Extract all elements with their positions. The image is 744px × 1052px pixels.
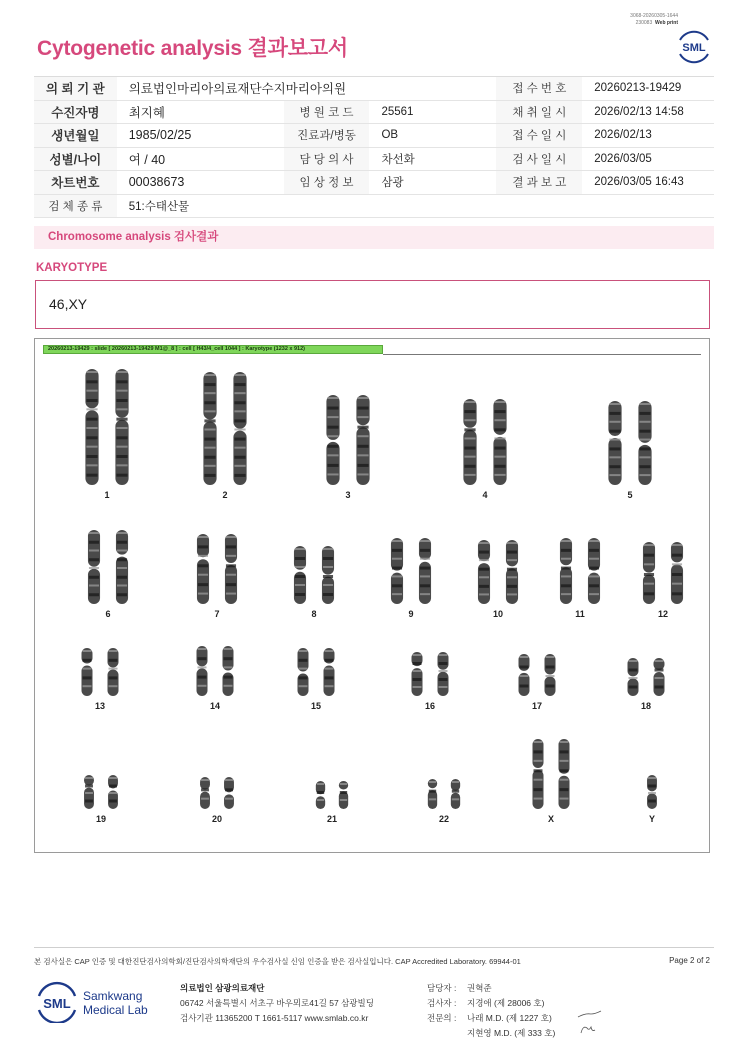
sex-age-label: 성별/나이 xyxy=(34,147,117,171)
chromosome-label: 1 xyxy=(104,490,110,500)
doctor-label: 담 당 의 사 xyxy=(284,147,370,171)
specimen-label: 검 체 종 류 xyxy=(34,194,117,218)
chromosome-label: 8 xyxy=(311,609,317,619)
hospital-code-label: 병 원 코 드 xyxy=(284,100,370,124)
collect-date-value: 2026/02/13 14:58 xyxy=(582,100,714,124)
chromosome-label: 5 xyxy=(627,490,633,500)
lab-contact: 검사기관 11365200 T 1661-5117 www.smlab.co.kr xyxy=(180,1013,369,1023)
patient-info-table xyxy=(34,76,714,218)
chromosome-pair-y xyxy=(629,774,675,810)
chromosome-label: 22 xyxy=(438,814,450,824)
karyotype-result: 46,XY xyxy=(35,280,710,329)
chromosome-pair-2 xyxy=(196,371,254,486)
karyotype-label: KARYOTYPE xyxy=(36,262,108,274)
chromosome-label: 14 xyxy=(209,701,221,711)
receipt-date-value: 2026/02/13 xyxy=(582,124,714,148)
chromosome-pair-12 xyxy=(636,541,690,605)
receipt-no-label: 접 수 번 호 xyxy=(496,77,582,101)
staff-row: 검사자 : 지경애 (제 28006 호) xyxy=(427,998,545,1008)
test-date-value: 2026/03/05 xyxy=(582,147,714,171)
table-row xyxy=(34,147,714,171)
chromosome-label: 6 xyxy=(105,609,111,619)
chromosome-label: 18 xyxy=(640,701,652,711)
chromosome-label: 17 xyxy=(531,701,543,711)
chromosome-label: 11 xyxy=(575,609,585,619)
doctor-value: 차선화 xyxy=(369,147,496,171)
document-code-line2: 230083 Web print xyxy=(635,19,678,26)
staff-row: 지현영 M.D. (제 333 호) xyxy=(467,1028,556,1038)
table-row xyxy=(34,171,714,195)
report-date-label: 결 과 보 고 xyxy=(496,171,582,195)
chromosome-label: 19 xyxy=(95,814,107,824)
chart-no-label: 차트번호 xyxy=(34,171,117,195)
chromosome-pair-4 xyxy=(456,398,514,486)
staff-row: 전문의 : 나래 M.D. (제 1227 호) xyxy=(427,1013,552,1023)
table-row xyxy=(34,124,714,148)
chromosome-label: 21 xyxy=(326,814,338,824)
lab-address-block xyxy=(180,981,374,1026)
chromosome-pair-18 xyxy=(621,657,671,697)
chromosome-pair-13 xyxy=(75,647,125,697)
chromosome-pair-5 xyxy=(601,400,659,486)
chromosome-label: Y xyxy=(648,814,656,824)
certification-note: 본 검사실은 CAP 인증 및 대한진단검사의학회/진단검사의학재단의 우수검사실 신임 인증을 받은 검사실입니다. CAP Accredited Laboratory. 69944-01 xyxy=(34,957,521,966)
chromosome-pair-15 xyxy=(291,647,341,697)
chromosome-label: 13 xyxy=(94,701,106,711)
lab-name-line1: Samkwang xyxy=(83,989,143,1003)
chromosome-label: 20 xyxy=(211,814,223,824)
table-row xyxy=(34,194,714,218)
chromosome-pair-1 xyxy=(78,368,136,486)
chromosome-pair-x xyxy=(526,738,576,810)
report-title: Cytogenetic analysis 결과보고서 xyxy=(37,37,348,60)
chromosome-label: 3 xyxy=(345,490,351,500)
test-date-label: 검 사 일 시 xyxy=(496,147,582,171)
lab-name-line2: Medical Lab xyxy=(83,1002,148,1017)
staff-row: 담당자 : 권혁준 xyxy=(427,983,492,993)
chromosome-label: 4 xyxy=(482,490,488,500)
hospital-code-value: 25561 xyxy=(369,100,496,124)
dept-value: OB xyxy=(369,124,496,148)
document-code xyxy=(588,13,678,26)
chromosome-label: 7 xyxy=(214,609,220,619)
sml-logo-icon xyxy=(676,28,712,64)
chromosome-pair-9 xyxy=(384,537,438,605)
report-date-value: 2026/03/05 16:43 xyxy=(582,171,714,195)
chromosome-label: 2 xyxy=(222,490,228,500)
svg-text:SML: SML xyxy=(682,42,706,54)
clinical-label: 임 상 정 보 xyxy=(284,171,370,195)
chromosome-pair-8 xyxy=(287,545,341,605)
lab-org-name: 의료법인 삼광의료재단 xyxy=(180,983,265,993)
chromosome-pair-17 xyxy=(512,653,562,697)
samkwang-logo-icon xyxy=(36,981,78,1023)
institution-label: 의 뢰 기 관 xyxy=(34,77,117,101)
chromosome-pair-11 xyxy=(553,537,607,605)
section-title-bar: Chromosome analysis 검사결과 xyxy=(34,226,714,249)
dob-label: 생년월일 xyxy=(34,124,117,148)
chromosome-pair-22 xyxy=(422,778,466,810)
patient-name-label: 수진자명 xyxy=(34,100,117,124)
chromosome-pair-7 xyxy=(190,533,244,605)
lab-address: 06742 서울특별시 서초구 바우뫼로41길 57 삼광빌딩 xyxy=(180,998,374,1008)
chromosome-pair-21 xyxy=(310,780,354,810)
staff-block xyxy=(427,981,555,1041)
footer-divider xyxy=(34,947,714,948)
image-caption-bar: 20260213-19429 : slide [ 20260213-19429 M1@_8 ] : cell [ H43/4_cell 1044 ] : Karyotype (1232 x 912) xyxy=(43,345,383,354)
receipt-no-value: 20260213-19429 xyxy=(582,77,714,101)
chromosome-pair-3 xyxy=(319,394,377,486)
collect-date-label: 채 취 일 시 xyxy=(496,100,582,124)
chromosome-label: 9 xyxy=(408,609,414,619)
chromosome-label: X xyxy=(547,814,555,824)
table-row xyxy=(34,77,714,101)
table-row xyxy=(34,100,714,124)
document-code-line1: 3068-20260305-1644 xyxy=(630,13,678,19)
specimen-value: 51:수태산물 xyxy=(117,194,714,218)
dept-label: 진료과/병동 xyxy=(284,124,370,148)
svg-text:SML: SML xyxy=(43,996,71,1011)
chromosome-pair-16 xyxy=(405,651,455,697)
chromosome-label: 10 xyxy=(492,609,504,619)
clinical-value: 삼광 xyxy=(369,171,496,195)
chromosome-label: 16 xyxy=(424,701,436,711)
image-caption-line xyxy=(383,354,701,355)
chromosome-pair-20 xyxy=(194,776,240,810)
chromosome-pair-6 xyxy=(81,529,135,605)
chromosome-pair-10 xyxy=(471,539,525,605)
lab-name xyxy=(83,990,148,1017)
institution-value: 의료법인마리아의료재단수지마리아의원 xyxy=(117,77,497,101)
dob-value: 1985/02/25 xyxy=(117,124,284,148)
page-number: Page 2 of 2 xyxy=(669,956,710,965)
chromosome-label: 15 xyxy=(310,701,322,711)
karyotype-image xyxy=(34,338,710,853)
chromosome-pair-19 xyxy=(78,774,124,810)
chromosome-pair-14 xyxy=(190,645,240,697)
chromosome-label: 12 xyxy=(657,609,669,619)
patient-name-value: 최지혜 xyxy=(117,100,284,124)
signature-icon xyxy=(575,1008,605,1038)
receipt-date-label: 접 수 일 시 xyxy=(496,124,582,148)
sex-age-value: 여 / 40 xyxy=(117,147,284,171)
chart-no-value: 00038673 xyxy=(117,171,284,195)
